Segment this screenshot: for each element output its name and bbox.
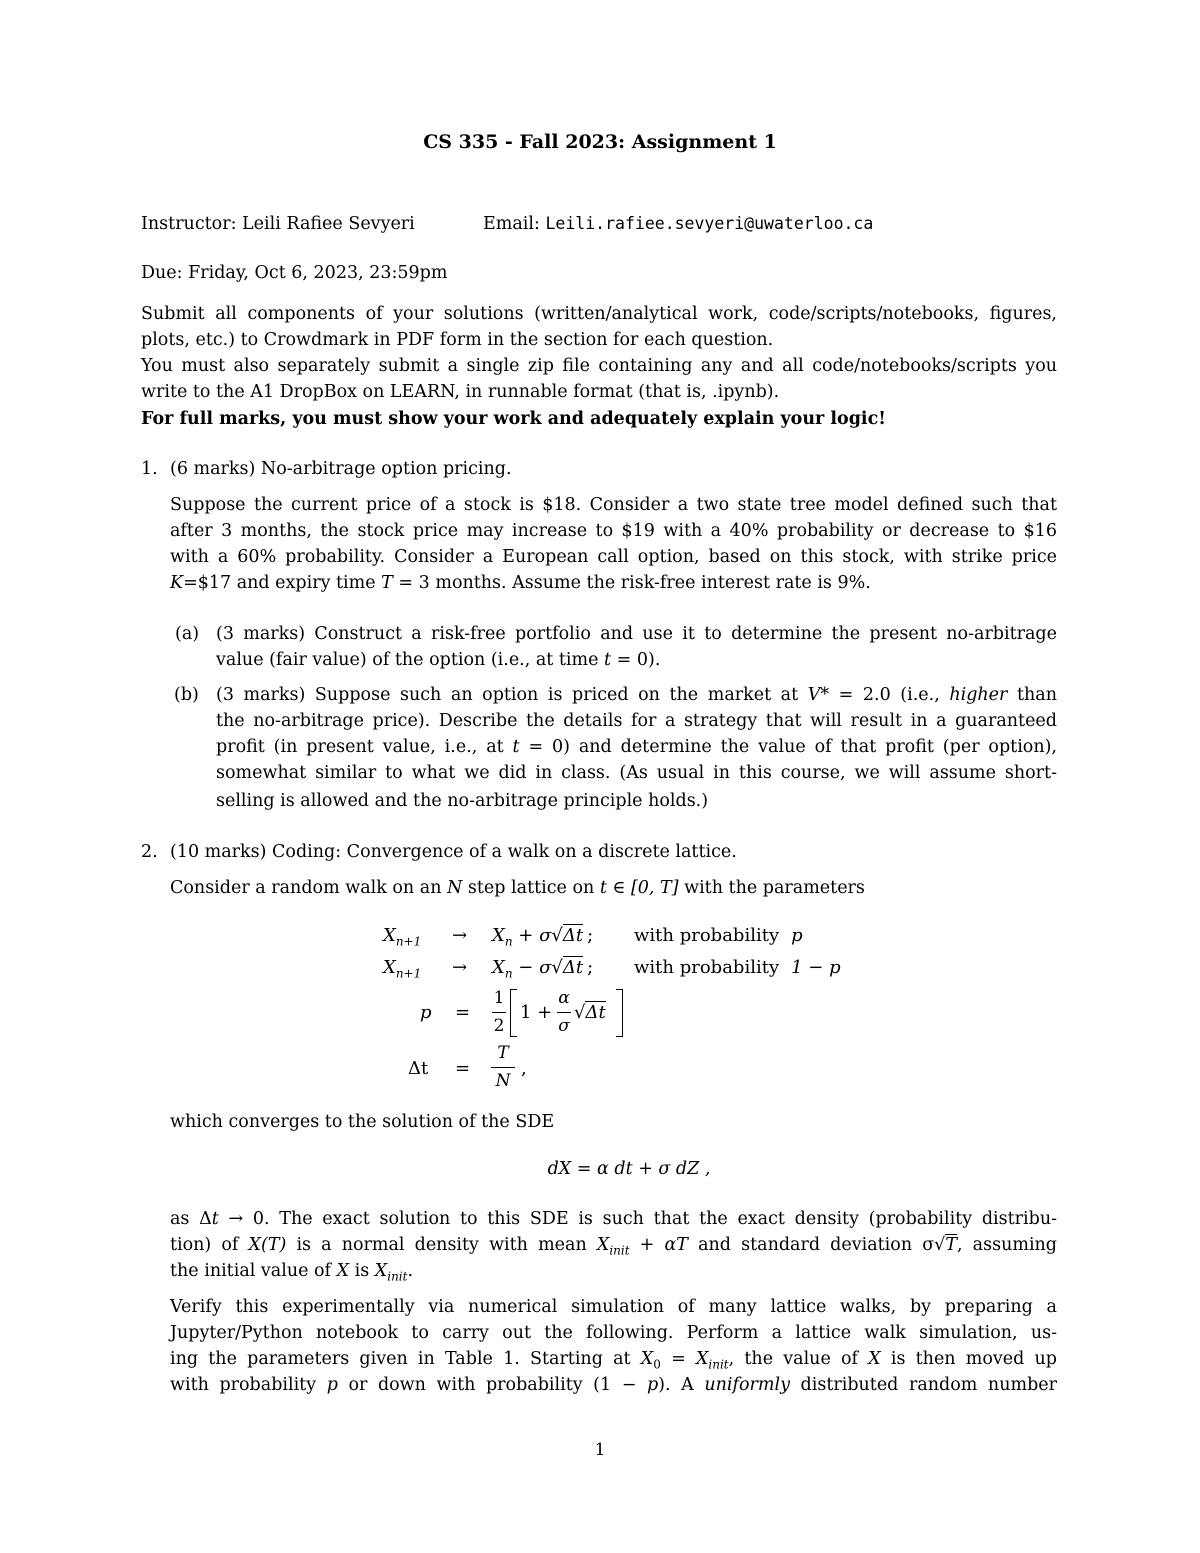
init-subscript: init <box>708 1357 729 1372</box>
q1-text-line-1: Suppose the current price of a stock is $18. Consider a two state tree model defined such that <box>170 495 1057 515</box>
eq-row1-rhs <box>492 924 593 948</box>
semicolon: ; <box>587 957 594 978</box>
q1-text-line-3: with a 60% probability. Consider a European call option, based on this stock, with strike price <box>170 547 1057 567</box>
para2-l3-b: , the value of <box>728 1349 869 1369</box>
q1b-line1-part-a: (3 marks) Suppose such an option is priced on the market at <box>216 685 808 705</box>
x-symbol: X <box>374 1261 388 1281</box>
para2-l4-b: or down with probability (1 − <box>337 1375 647 1395</box>
delta-t: Δt <box>408 1058 429 1079</box>
eq-row2-lhs <box>383 956 421 980</box>
q2-intro-part-c: with the parameters <box>678 878 865 898</box>
with-probability-label: with probability <box>634 925 780 946</box>
x-symbol: X <box>383 925 396 946</box>
q2-para1-line-1 <box>170 1207 1057 1231</box>
init-subscript: init <box>387 1269 408 1284</box>
x-symbol: X <box>640 1349 654 1369</box>
with-probability-label: with probability <box>634 957 780 978</box>
page-title: CS 335 - Fall 2023: Assignment 1 <box>423 131 777 153</box>
email-label: Email: <box>483 214 540 234</box>
sqrt-sign: √ <box>551 957 563 978</box>
para2-l4-c: ). A <box>658 1375 705 1395</box>
time-symbol: t <box>512 737 520 757</box>
time-symbol: t <box>211 1209 219 1229</box>
page-number: 1 <box>594 1440 606 1460</box>
sqrt-dt: Δt <box>562 957 584 978</box>
eq-row1-lhs <box>383 924 421 948</box>
eq-row1-prob <box>634 924 803 948</box>
para2-l3-a: ing the parameters given in Table 1. Starting at <box>170 1349 641 1369</box>
q2-para1-line-3 <box>170 1259 413 1283</box>
q1a-line-1: (3 marks) Construct a risk-free portfolio and use it to determine the present no-arbitrage <box>216 624 1057 644</box>
t-numerator: T <box>497 1043 509 1063</box>
left-bracket <box>510 989 517 1037</box>
eq-row2-arrow: → <box>452 957 468 978</box>
instructor-name: Leili Rafiee Sevyeri <box>242 214 415 234</box>
q1b-line-4: somewhat similar to what we did in class. (As usual in this course, we will assume short- <box>216 763 1057 783</box>
eq-row3-lhs: p <box>420 1002 432 1023</box>
plus-alpha: + α <box>629 1235 677 1255</box>
sigma-denominator: σ <box>558 1016 570 1036</box>
para1-l3-b: is <box>349 1261 375 1281</box>
x-symbol: X <box>492 925 505 946</box>
email-address: Leili.rafiee.sevyeri@uwaterloo.ca <box>545 214 874 233</box>
eq-row2-prob <box>634 956 841 980</box>
due-date: Due: Friday, Oct 6, 2023, 23:59pm <box>141 263 448 283</box>
expiry-symbol: T <box>381 573 393 593</box>
q1a-line2-part-b: = 0). <box>611 650 661 670</box>
full-marks-note: For full marks, you must show your work and adequately explain your logic! <box>141 409 886 429</box>
q2-para2-line-1: Verify this experimentally via numerical simulation of many lattice walks, by preparing a <box>170 1297 1057 1317</box>
para1-l2-e: , assuming <box>957 1235 1058 1255</box>
q2-heading: (10 marks) Coding: Convergence of a walk on a discrete lattice. <box>170 842 737 862</box>
q1b-line-1 <box>216 683 1057 707</box>
para2-l3-c: is then moved up <box>880 1349 1058 1369</box>
x-symbol: X <box>492 957 505 978</box>
q2-para2-line-2: Jupyter/Python notebook to carry out the following. Perform a lattice walk simulation, us- <box>170 1323 1057 1343</box>
market-price-symbol: V* <box>807 685 830 705</box>
q1a-line-2 <box>216 648 660 672</box>
eq-row4-equals: = <box>455 1058 471 1079</box>
steps-symbol: N <box>447 878 463 898</box>
para1-l2-a: tion) of <box>170 1235 249 1255</box>
uniformly-emphasis: uniformly <box>704 1375 790 1395</box>
eq-row4-lhs <box>408 1057 428 1081</box>
instructor-line <box>141 212 415 236</box>
q1a-line2-part-a: value (fair value) of the option (i.e., at time <box>216 650 605 670</box>
q1-text-line-4 <box>170 571 871 595</box>
q1-number: 1. <box>141 459 158 479</box>
instructions-line-1: Submit all components of your solutions (written/analytical work, code/scripts/notebooks, figures, <box>141 304 1057 324</box>
eq-row4-comma: , <box>521 1058 527 1079</box>
q1-heading: (6 marks) No-arbitrage option pricing. <box>170 459 512 479</box>
para1-l1-a: as Δ <box>170 1209 212 1229</box>
para2-l4-d: distributed random number <box>789 1375 1057 1395</box>
q2-para1-line-2 <box>170 1233 1057 1257</box>
q1-text-line-2: after 3 months, the stock price may increase to $19 with a 40% probability or decrease to $16 <box>170 521 1057 541</box>
n-subscript: n <box>504 934 513 949</box>
q1b-line-3 <box>216 735 1057 759</box>
alpha-numerator: α <box>558 988 570 1008</box>
sqrt-t: T <box>945 1235 957 1255</box>
time-symbol: t <box>604 650 612 670</box>
higher-emphasis: higher <box>949 685 1008 705</box>
n-plus-1-subscript: n+1 <box>395 966 422 981</box>
expiry-symbol: T <box>676 1235 688 1255</box>
prob-1-minus-p: 1 − p <box>791 957 841 978</box>
q1b-line1-part-b: = 2.0 (i.e., <box>829 685 950 705</box>
q1b-label: (b) <box>174 685 199 705</box>
alpha-sigma-bar <box>557 1012 571 1013</box>
strike-symbol: K <box>170 573 184 593</box>
x-of-t: X(T) <box>248 1235 287 1255</box>
para1-l3-a: the initial value of <box>170 1261 337 1281</box>
prob-p: p <box>791 925 803 946</box>
instructions-line-2: plots, etc.) to Crowdmark in PDF form in the section for each question. <box>141 330 774 350</box>
sqrt-dt: Δt <box>585 1002 606 1023</box>
sqrt-sign: √ <box>551 925 563 946</box>
q1-line4-part-b: = 3 months. Assume the risk-free interest rate is 9%. <box>392 573 871 593</box>
x-symbol: X <box>383 957 396 978</box>
para1-l1-b: → 0. The exact solution to this SDE is such that the exact density (probability distribu- <box>218 1209 1057 1229</box>
n-denominator: N <box>495 1071 511 1091</box>
half-numerator: 1 <box>493 988 505 1008</box>
para1-l2-b: is a normal density with mean <box>286 1235 597 1255</box>
q1b-line-2: the no-arbitrage price). Describe the details for a strategy that will result in a guaranteed <box>216 711 1057 731</box>
q1b-line-5: selling is allowed and the no-arbitrage principle holds.) <box>216 791 709 811</box>
email-line <box>483 212 873 236</box>
q1a-label: (a) <box>175 624 200 644</box>
q2-intro-part-b: step lattice on <box>462 878 600 898</box>
x-symbol: X <box>695 1349 709 1369</box>
sqrt-dt: Δt <box>562 925 584 946</box>
n-subscript: n <box>504 966 513 981</box>
eq-row3-equals: = <box>455 1002 471 1023</box>
instructions-line-3: You must also separately submit a single zip file containing any and all code/notebooks/scripts you <box>141 356 1057 376</box>
n-plus-1-subscript: n+1 <box>395 934 422 949</box>
q2-intro <box>170 876 865 900</box>
eq-row2-rhs <box>492 956 593 980</box>
sqrt-sign: √ <box>934 1235 946 1255</box>
converges-text: which converges to the solution of the SDE <box>170 1112 555 1132</box>
equals: = <box>660 1349 696 1369</box>
para2-l4-a: with probability <box>170 1375 327 1395</box>
q1b-line1-part-c: than <box>1007 685 1057 705</box>
x-symbol: X <box>596 1235 610 1255</box>
q2-intro-part-a: Consider a random walk on an <box>170 878 448 898</box>
instructor-label: Instructor: <box>141 214 237 234</box>
q1b-line3-part-b: = 0) and determine the value of that profit (per option), <box>519 737 1057 757</box>
q2-para2-line-4 <box>170 1373 1057 1397</box>
q2-para2-line-3 <box>170 1347 1057 1371</box>
zero-subscript: 0 <box>653 1357 661 1372</box>
t-over-n-bar <box>491 1067 515 1068</box>
semicolon: ; <box>587 925 594 946</box>
para1-l3-c: . <box>407 1261 414 1281</box>
prob-p: p <box>646 1375 659 1395</box>
minus-sigma: − σ <box>512 957 552 978</box>
half-denominator: 2 <box>493 1016 505 1036</box>
eq-row1-arrow: → <box>452 925 468 946</box>
sde-equation: dX = α dt + σ dZ , <box>547 1159 711 1179</box>
x-symbol: X <box>868 1349 881 1369</box>
bracket-one-plus: 1 + <box>520 1002 553 1023</box>
x-symbol: X <box>336 1261 350 1281</box>
q1-line4-part-a: =$17 and expiry time <box>183 573 382 593</box>
init-subscript: init <box>609 1243 630 1258</box>
instructions-line-4: write to the A1 DropBox on LEARN, in runnable format (that is, .ipynb). <box>141 382 780 402</box>
time-interval: t ∈ [0, T] <box>599 878 679 898</box>
plus-sigma: + σ <box>512 925 552 946</box>
sqrt-sign: √ <box>574 1002 586 1023</box>
half-fraction-bar <box>492 1012 506 1013</box>
para1-l2-d: and standard deviation σ <box>687 1235 935 1255</box>
prob-p: p <box>326 1375 338 1395</box>
bracket-sqrt-dt <box>574 1001 606 1025</box>
q2-number: 2. <box>141 842 158 862</box>
q1b-line3-part-a: profit (in present value, i.e., at <box>216 737 513 757</box>
right-bracket <box>616 989 623 1037</box>
